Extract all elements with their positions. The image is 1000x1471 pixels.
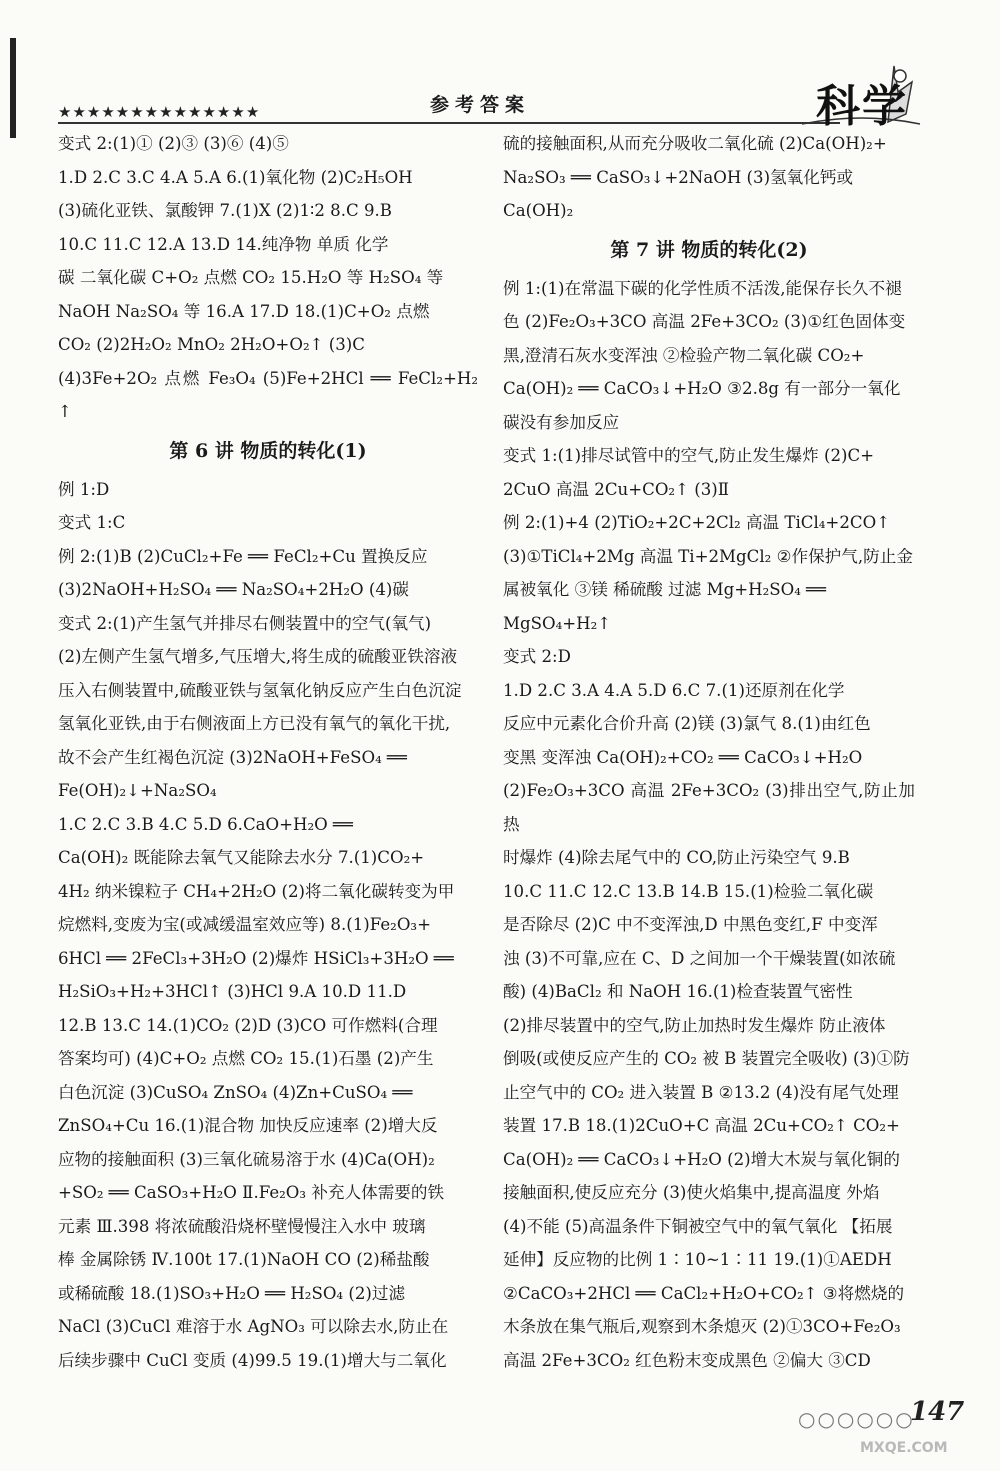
answer-line: 碳 二氧化碳 C+O₂ 点燃 CO₂ 15.H₂O 等 H₂SO₄ 等 bbox=[58, 268, 444, 287]
answer-line: CO₂ (2)2H₂O₂ MnO₂ 2H₂O+O₂↑ (3)C bbox=[58, 335, 365, 354]
answer-line: NaOH Na₂SO₄ 等 16.A 17.D 18.(1)C+O₂ 点燃 bbox=[58, 301, 430, 321]
footer-circles: ○○○○○○ bbox=[798, 1407, 915, 1431]
answer-line: 装置 17.B 18.(1)2CuO+C 高温 2Cu+CO₂↑ CO₂+ bbox=[503, 1116, 900, 1135]
answer-line: 答案均可) (4)C+O₂ 点燃 CO₂ 15.(1)石墨 (2)产生 bbox=[58, 1049, 434, 1068]
answer-line: 氢氧化亚铁,由于右侧液面上方已没有氧气的氧化干扰, bbox=[58, 714, 451, 733]
answer-line: H₂SiO₃+H₂+3HCl↑ (3)HCl 9.A 10.D 11.D bbox=[58, 982, 407, 1001]
watermark: MXQE.COM bbox=[860, 1440, 948, 1456]
answer-line: 变式 2:(1)产生氢气并排尽右侧装置中的空气(氧气) bbox=[58, 613, 432, 633]
answer-line: Na₂SO₃ ══ CaSO₃↓+2NaOH (3)氢氧化钙或 bbox=[503, 167, 854, 187]
answer-line: (2)排尽装置中的空气,防止加热时发生爆炸 防止液体 bbox=[503, 1015, 886, 1035]
answer-line: 烷燃料,变废为宝(或减缓温室效应等) 8.(1)Fe₂O₃+ bbox=[58, 915, 431, 934]
answer-line: +SO₂ ══ CaSO₃+H₂O Ⅱ.Fe₂O₃ 补充人体需要的铁 bbox=[58, 1183, 445, 1202]
answer-line: 属被氧化 ③镁 稀硫酸 过滤 Mg+H₂SO₄ ══ bbox=[503, 580, 827, 599]
answer-line: 变式 2:(1)① (2)③ (3)⑥ (4)⑤ bbox=[58, 134, 289, 153]
answer-line: Fe(OH)₂↓+Na₂SO₄ bbox=[58, 781, 217, 800]
answer-line: (4)3Fe+2O₂ 点燃 Fe₃O₄ (5)Fe+2HCl ══ FeCl₂+H₂↑ bbox=[58, 368, 478, 421]
answer-line: 是否除尽 (2)C 中不变浑浊,D 中黑色变红,F 中变浑 bbox=[503, 915, 878, 934]
answer-line: 例 1:(1)在常温下碳的化学性质不活泼,能保存长久不褪 bbox=[503, 278, 902, 298]
answer-line: 色 (2)Fe₂O₃+3CO 高温 2Fe+3CO₂ (3)①红色固体变 bbox=[503, 312, 906, 331]
answer-line: 变式 2:D bbox=[503, 647, 571, 666]
answer-line: MgSO₄+H₂↑ bbox=[503, 613, 612, 633]
page-footer bbox=[798, 1395, 968, 1445]
section-title-lecture-6: 第 6 讲 物质的转化(1) bbox=[169, 439, 367, 462]
answer-line: 1.D 2.C 3.A 4.A 5.D 6.C 7.(1)还原剂在化学 bbox=[503, 680, 845, 700]
answer-line: Ca(OH)₂ ══ CaCO₃↓+H₂O ③2.8g 有一部分一氧化 bbox=[503, 379, 901, 398]
section-title-lecture-7: 第 7 讲 物质的转化(2) bbox=[610, 238, 808, 261]
left-column bbox=[58, 127, 478, 1377]
page-number: 147 bbox=[910, 1397, 965, 1427]
answer-line: NaCl (3)CuCl 难溶于水 AgNO₃ 可以除去水,防止在 bbox=[58, 1317, 449, 1336]
answer-line: 例 2:(1)+4 (2)TiO₂+2C+2Cl₂ 高温 TiCl₄+2CO↑ bbox=[503, 513, 891, 532]
left-answers-bottom bbox=[58, 473, 478, 1378]
answer-line: 白色沉淀 (3)CuSO₄ ZnSO₄ (4)Zn+CuSO₄ ══ bbox=[58, 1082, 413, 1102]
header-divider bbox=[58, 122, 840, 124]
right-column bbox=[503, 127, 915, 1377]
answer-line: Ca(OH)₂ bbox=[503, 201, 574, 220]
answer-line: (3)硫化亚铁、氯酸钾 7.(1)X (2)1∶2 8.C 9.B bbox=[58, 201, 392, 220]
answer-line: 酸) (4)BaCl₂ 和 NaOH 16.(1)检查装置气密性 bbox=[503, 982, 853, 1001]
answer-line: 元素 Ⅲ.398 将浓硫酸沿烧杯壁慢慢注入水中 玻璃 bbox=[58, 1216, 426, 1236]
answer-line: 变黑 变浑浊 Ca(OH)₂+CO₂ ══ CaCO₃↓+H₂O bbox=[503, 747, 863, 767]
answer-line: ②CaCO₃+2HCl ══ CaCl₂+H₂O+CO₂↑ ③将燃烧的 bbox=[503, 1283, 905, 1303]
page-header bbox=[0, 0, 1000, 135]
answer-line: 硫的接触面积,从而充分吸收二氧化硫 (2)Ca(OH)₂+ bbox=[503, 134, 887, 153]
binding-edge-bar bbox=[10, 38, 16, 138]
left-answers-top bbox=[58, 127, 478, 429]
answer-line: 碳没有参加反应 bbox=[503, 412, 620, 432]
answer-line: 10.C 11.C 12.C 13.B 14.B 15.(1)检验二氧化碳 bbox=[503, 881, 874, 901]
answer-line: 12.B 13.C 14.(1)CO₂ (2)D (3)CO 可作燃料(合理 bbox=[58, 1015, 438, 1035]
answer-line: Ca(OH)₂ 既能除去氧气又能除去水分 7.(1)CO₂+ bbox=[58, 848, 425, 867]
answer-line: 1.C 2.C 3.B 4.C 5.D 6.CaO+H₂O ══ bbox=[58, 814, 354, 834]
answer-line: 黑,澄清石灰水变浑浊 ②检验产物二氧化碳 CO₂+ bbox=[503, 345, 865, 365]
answer-line: 压入右侧装置中,硫酸亚铁与氢氧化钠反应产生白色沉淀 bbox=[58, 680, 462, 700]
answer-line: 例 1:D bbox=[58, 479, 110, 499]
answer-line: Ca(OH)₂ ══ CaCO₃↓+H₂O (2)增大木炭与氧化铜的 bbox=[503, 1149, 900, 1169]
page-title: 参考答案 bbox=[430, 94, 531, 116]
answer-line: (3)2NaOH+H₂SO₄ ══ Na₂SO₄+2H₂O (4)碳 bbox=[58, 580, 409, 599]
answer-line: 变式 1:(1)排尽试管中的空气,防止发生爆炸 (2)C+ bbox=[503, 446, 875, 465]
logo-text: 科学 bbox=[816, 81, 908, 132]
subject-logo bbox=[802, 62, 922, 134]
answer-line: 高温 2Fe+3CO₂ 红色粉末变成黑色 ②偏大 ③CD bbox=[503, 1350, 871, 1370]
answer-line: 10.C 11.C 12.A 13.D 14.纯净物 单质 化学 bbox=[58, 234, 389, 254]
answer-line: 倒吸(或使反应产生的 CO₂ 被 B 装置完全吸收) (3)①防 bbox=[503, 1049, 910, 1068]
answer-line: 变式 1:C bbox=[58, 513, 126, 532]
answer-line: 浊 (3)不可靠,应在 C、D 之间加一个干燥装置(如浓硫 bbox=[503, 948, 896, 968]
answer-line: ZnSO₄+Cu 16.(1)混合物 加快反应速率 (2)增大反 bbox=[58, 1116, 438, 1135]
answer-line: 例 2:(1)B (2)CuCl₂+Fe ══ FeCl₂+Cu 置换反应 bbox=[58, 546, 428, 566]
answer-line: 接触面积,使反应充分 (3)使火焰集中,提高温度 外焰 bbox=[503, 1183, 880, 1202]
header-stars: ★★★★★★★★★★★★★★ bbox=[58, 103, 261, 121]
answer-line: 4H₂ 纳米镍粒子 CH₄+2H₂O (2)将二氧化碳转变为甲 bbox=[58, 881, 455, 901]
answer-line: 后续步骤中 CuCl 变质 (4)99.5 19.(1)增大与二氧化 bbox=[58, 1350, 447, 1370]
answer-line: (4)不能 (5)高温条件下铜被空气中的氧气氧化 【拓展 bbox=[503, 1216, 893, 1236]
answer-line: 止空气中的 CO₂ 进入装置 B ②13.2 (4)没有尾气处理 bbox=[503, 1082, 899, 1102]
answer-line: 6HCl ══ 2FeCl₃+3H₂O (2)爆炸 HSiCl₃+3H₂O ══ bbox=[58, 948, 454, 968]
answer-line: 1.D 2.C 3.C 4.A 5.A 6.(1)氧化物 (2)C₂H₅OH bbox=[58, 167, 413, 187]
right-answers-bottom bbox=[503, 272, 915, 1378]
answer-line: 2CuO 高温 2Cu+CO₂↑ (3)Ⅱ bbox=[503, 479, 730, 499]
answer-line: 木条放在集气瓶后,观察到木条熄灭 (2)①3CO+Fe₂O₃ bbox=[503, 1317, 901, 1336]
answer-line: 延伸】反应物的比例 1∶10~1∶11 19.(1)①AEDH bbox=[503, 1250, 892, 1269]
answer-line: 应物的接触面积 (3)三氧化硫易溶于水 (4)Ca(OH)₂ bbox=[58, 1149, 435, 1169]
answer-line: 反应中元素化合价升高 (2)镁 (3)氯气 8.(1)由红色 bbox=[503, 714, 871, 733]
answer-line: 故不会产生红褐色沉淀 (3)2NaOH+FeSO₄ ══ bbox=[58, 747, 407, 767]
answer-line: (3)①TiCl₄+2Mg 高温 Ti+2MgCl₂ ②作保护气,防止金 bbox=[503, 546, 913, 566]
answer-line: 或稀硫酸 18.(1)SO₃+H₂O ══ H₂SO₄ (2)过滤 bbox=[58, 1283, 406, 1303]
answer-line: 时爆炸 (4)除去尾气中的 CO,防止污染空气 9.B bbox=[503, 848, 850, 867]
answer-line: 棒 金属除锈 Ⅳ.100t 17.(1)NaOH CO (2)稀盐酸 bbox=[58, 1250, 430, 1269]
answer-line: (2)Fe₂O₃+3CO 高温 2Fe+3CO₂ (3)排出空气,防止加热 bbox=[503, 781, 915, 834]
answer-line: (2)左侧产生氢气增多,气压增大,将生成的硫酸亚铁溶液 bbox=[58, 647, 458, 666]
right-answers-top bbox=[503, 127, 915, 228]
